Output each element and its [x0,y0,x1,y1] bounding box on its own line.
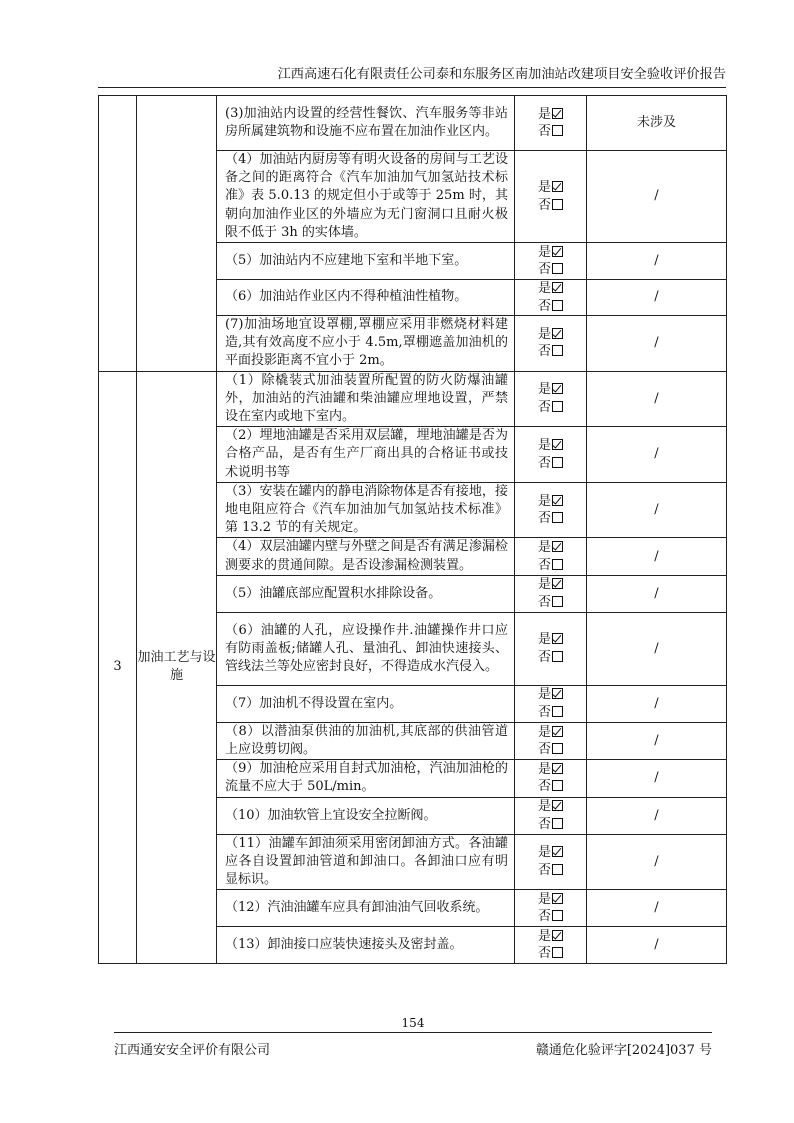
yes-checkbox[interactable] [552,439,563,450]
option-yes-label: 是 [537,724,551,740]
yes-checkbox[interactable] [552,763,563,774]
requirement-text: （5）加油站内不应建地下室和半地下室。 [225,252,468,268]
check-result-cell [515,96,587,151]
option-no [515,455,586,473]
remark-cell: / [587,760,727,797]
page-number: 154 [401,1016,425,1030]
requirement-text: （8）以潜油泵供油的加油机,其底部的供油管道上应设剪切阀。 [225,723,508,758]
check-result-cell [515,612,587,685]
no-checkbox[interactable] [552,300,563,311]
option-no-label: 否 [537,909,551,925]
yes-checkbox[interactable] [552,846,563,857]
requirement-cell [217,427,515,483]
option-yes-label: 是 [537,845,551,861]
option-no [515,594,586,612]
check-result-cell [515,427,587,483]
no-checkbox[interactable] [552,818,563,829]
option-no-label: 否 [537,594,551,610]
option-yes-label: 是 [537,687,551,703]
option-yes-label: 是 [537,244,551,260]
option-no-label: 否 [537,124,551,139]
option-yes [515,576,586,594]
option-yes [515,326,586,344]
check-result-cell [515,834,587,890]
requirement-cell [217,890,515,927]
option-no-label: 否 [537,344,551,360]
item-number-cell [99,96,137,372]
option-no-label: 否 [537,298,551,314]
item-category-cell: 加油工艺与设施 [137,371,217,964]
yes-checkbox[interactable] [552,688,563,699]
remark-cell: / [587,151,727,243]
no-checkbox[interactable] [552,457,563,468]
check-result-cell [515,280,587,316]
footer-company: 江西通安安全评价有限公司 [114,1043,271,1058]
item-number-cell: 3 [99,371,137,964]
yes-checkbox[interactable] [552,930,563,941]
requirement-text: （12）汽油油罐车应具有卸油油气回收系统。 [225,900,489,916]
requirement-cell [217,797,515,834]
no-checkbox[interactable] [552,125,563,136]
remark-cell: / [587,722,727,759]
remark-cell: / [587,280,727,316]
check-result-cell [515,371,587,427]
remark-cell: / [587,612,727,685]
remark-cell: / [587,797,727,834]
option-no [515,908,586,926]
remark-cell: / [587,427,727,483]
option-no [515,197,586,215]
option-yes [515,928,586,946]
no-checkbox[interactable] [552,706,563,717]
requirement-text: （1）除橇装式加油装置所配置的防火防爆油罐外，加油站的汽油罐和柴油罐应埋地设置，严禁设在室内或地下室内。 [225,372,508,425]
requirement-text: （6）加油站作业区内不得种植油性植物。 [225,289,468,305]
option-no [515,649,586,667]
requirement-cell [217,538,515,575]
requirement-text: （7）加油机不得设置在室内。 [225,695,403,711]
option-no [515,741,586,759]
option-yes [515,686,586,704]
option-yes [515,539,586,557]
no-checkbox[interactable] [552,947,563,958]
safety-checklist-table [98,95,727,964]
yes-checkbox[interactable] [552,108,563,119]
option-yes [515,891,586,909]
option-no-label: 否 [537,704,551,720]
yes-checkbox[interactable] [552,726,563,737]
option-no-label: 否 [537,455,551,471]
check-result-cell [515,890,587,927]
option-yes [515,493,586,511]
remark-cell: / [587,538,727,575]
no-checkbox[interactable] [552,263,563,274]
remark-cell: / [587,685,727,722]
option-no-label: 否 [537,262,551,278]
no-checkbox[interactable] [552,512,563,523]
option-yes-label: 是 [537,891,551,907]
option-no [515,399,586,417]
yes-checkbox[interactable] [552,800,563,811]
report-title: 江西高速石化有限责任公司泰和东服务区南加油站改建项目安全验收评价报告 [277,67,726,82]
option-yes-label: 是 [537,632,551,648]
remark-cell: / [587,927,727,964]
remark-cell: / [587,575,727,612]
remark-cell: / [587,243,727,280]
option-yes-label: 是 [537,928,551,944]
requirement-cell [217,575,515,612]
remark-cell: / [587,890,727,927]
requirement-cell [217,612,515,685]
yes-checkbox[interactable] [552,541,563,552]
option-no-label: 否 [537,557,551,573]
option-yes [515,844,586,862]
option-yes [515,761,586,779]
option-no-label: 否 [537,742,551,758]
requirement-cell [217,760,515,797]
yes-checkbox[interactable] [552,282,563,293]
requirement-text: (3)加油站内设置的经营性餐饮、汽车服务等非站房所属建筑物和设施不应布置在加油作业区内。 [225,105,508,139]
check-result-cell [515,151,587,243]
no-checkbox[interactable] [552,743,563,754]
no-checkbox[interactable] [552,596,563,607]
check-result-cell [515,575,587,612]
option-yes-label: 是 [537,493,551,509]
option-yes [515,244,586,262]
check-result-cell [515,685,587,722]
option-no [515,778,586,796]
check-result-cell [515,316,587,372]
option-yes-label: 是 [537,577,551,593]
option-no [515,816,586,834]
page-header [98,66,726,88]
option-no-label: 否 [537,649,551,665]
option-yes [515,631,586,649]
no-checkbox[interactable] [552,199,563,210]
option-yes-label: 是 [537,281,551,297]
option-no-label: 否 [537,197,551,213]
requirement-cell [217,685,515,722]
yes-checkbox[interactable] [552,633,563,644]
yes-checkbox[interactable] [552,893,563,904]
table-row [99,96,727,151]
requirement-cell [217,482,515,538]
no-checkbox[interactable] [552,910,563,921]
option-yes-label: 是 [537,761,551,777]
option-yes-label: 是 [537,382,551,398]
option-no-label: 否 [537,511,551,527]
yes-checkbox[interactable] [552,328,563,339]
option-no [515,261,586,279]
requirement-text: （3）安装在罐内的静电消除物体是否有接地，接地电阻应符合《汽车加油加气加氢站技术标准》第 13.2 节的有关规定。 [225,483,508,536]
option-no-label: 否 [537,862,551,878]
yes-checkbox[interactable] [552,495,563,506]
option-yes [515,106,586,124]
table-row [99,371,727,427]
option-yes-label: 是 [537,106,551,122]
check-result-cell [515,538,587,575]
yes-checkbox[interactable] [552,246,563,257]
no-checkbox[interactable] [552,345,563,356]
remark-cell: 未涉及 [587,96,727,151]
yes-checkbox[interactable] [552,383,563,394]
option-yes [515,437,586,455]
check-result-cell [515,927,587,964]
check-result-cell [515,797,587,834]
requirement-cell [217,834,515,890]
no-checkbox[interactable] [552,401,563,412]
no-checkbox[interactable] [552,780,563,791]
check-result-cell [515,243,587,280]
option-yes [515,280,586,298]
check-result-cell [515,482,587,538]
item-category-cell [137,96,217,372]
requirement-cell [217,243,515,280]
requirement-text: （2）埋地油罐是否采用双层罐，埋地油罐是否为合格产品，是否有生产厂商出具的合格证书或技术说明书等 [225,428,508,480]
option-no [515,704,586,722]
option-yes [515,179,586,197]
option-yes [515,724,586,742]
option-no-label: 否 [537,779,551,795]
option-no [515,945,586,963]
requirement-cell [217,371,515,427]
requirement-text: （10）加油软管上宜设安全拉断阀。 [225,807,437,823]
option-no [515,343,586,361]
requirement-text: (7)加油场地宜设罩棚,罩棚应采用非燃烧材料建造,其有效高度不应小于 4.5m,罩棚遮盖加油机的平面投影距离不宜小于 2m。 [225,317,508,369]
remark-cell: / [587,834,727,890]
yes-checkbox[interactable] [552,578,563,589]
option-yes [515,798,586,816]
option-no [515,123,586,141]
requirement-cell [217,280,515,316]
requirement-text: （9）加油枪应采用自封式加油枪，汽油加油枪的流量不应大于 50L/min。 [225,761,508,795]
remark-cell: / [587,482,727,538]
no-checkbox[interactable] [552,651,563,662]
yes-checkbox[interactable] [552,181,563,192]
option-yes-label: 是 [537,180,551,195]
no-checkbox[interactable] [552,864,563,875]
no-checkbox[interactable] [552,559,563,570]
option-yes-label: 是 [537,799,551,815]
check-result-cell [515,760,587,797]
remark-cell: / [587,371,727,427]
requirement-cell [217,927,515,964]
option-yes [515,381,586,399]
requirement-cell [217,151,515,243]
option-yes-label: 是 [537,438,551,454]
requirement-text: （6）油罐的人孔，应设操作井.油罐操作井口应有防雨盖板;储罐人孔、量油孔、卸油快速接头、管线法兰等处应密封良好，不得造成水汽侵入。 [225,622,508,674]
option-no-label: 否 [537,946,551,962]
footer-doc-code: 赣通危化验评字[2024]037 号 [535,1043,712,1058]
option-no [515,298,586,316]
requirement-text: （4）双层油罐内壁与外壁之间是否有满足渗漏检测要求的贯通间隙。是否设渗漏检测装置。 [225,539,508,573]
requirement-text: （13）卸油接口应装快速接头及密封盖。 [225,937,463,953]
option-yes-label: 是 [537,326,551,342]
requirement-text: （11）油罐车卸油须采用密闭卸油方式。各油罐应各自设置卸油管道和卸油口。各卸油口应有明显标识。 [225,835,508,888]
requirement-cell [217,96,515,151]
requirement-cell [217,316,515,372]
option-yes-label: 是 [537,540,551,556]
option-no-label: 否 [537,399,551,415]
option-no-label: 否 [537,816,551,832]
requirement-cell [217,722,515,759]
option-no [515,510,586,528]
requirement-text: （4）加油站内厨房等有明火设备的房间与工艺设备之间的距离符合《汽车加油加气加氢站技术标准》表 5.0.13 的规定但小于或等于 25m 时，其朝向加油作业区的外墙应为无门窗洞口且耐火极限不低于 3h 的实体墙。 [225,152,508,240]
check-result-cell [515,722,587,759]
requirement-text: （5）油罐底部应配置积水排除设备。 [225,585,442,601]
page-footer [114,1016,712,1058]
remark-cell: / [587,316,727,372]
option-no [515,557,586,575]
option-no [515,862,586,880]
